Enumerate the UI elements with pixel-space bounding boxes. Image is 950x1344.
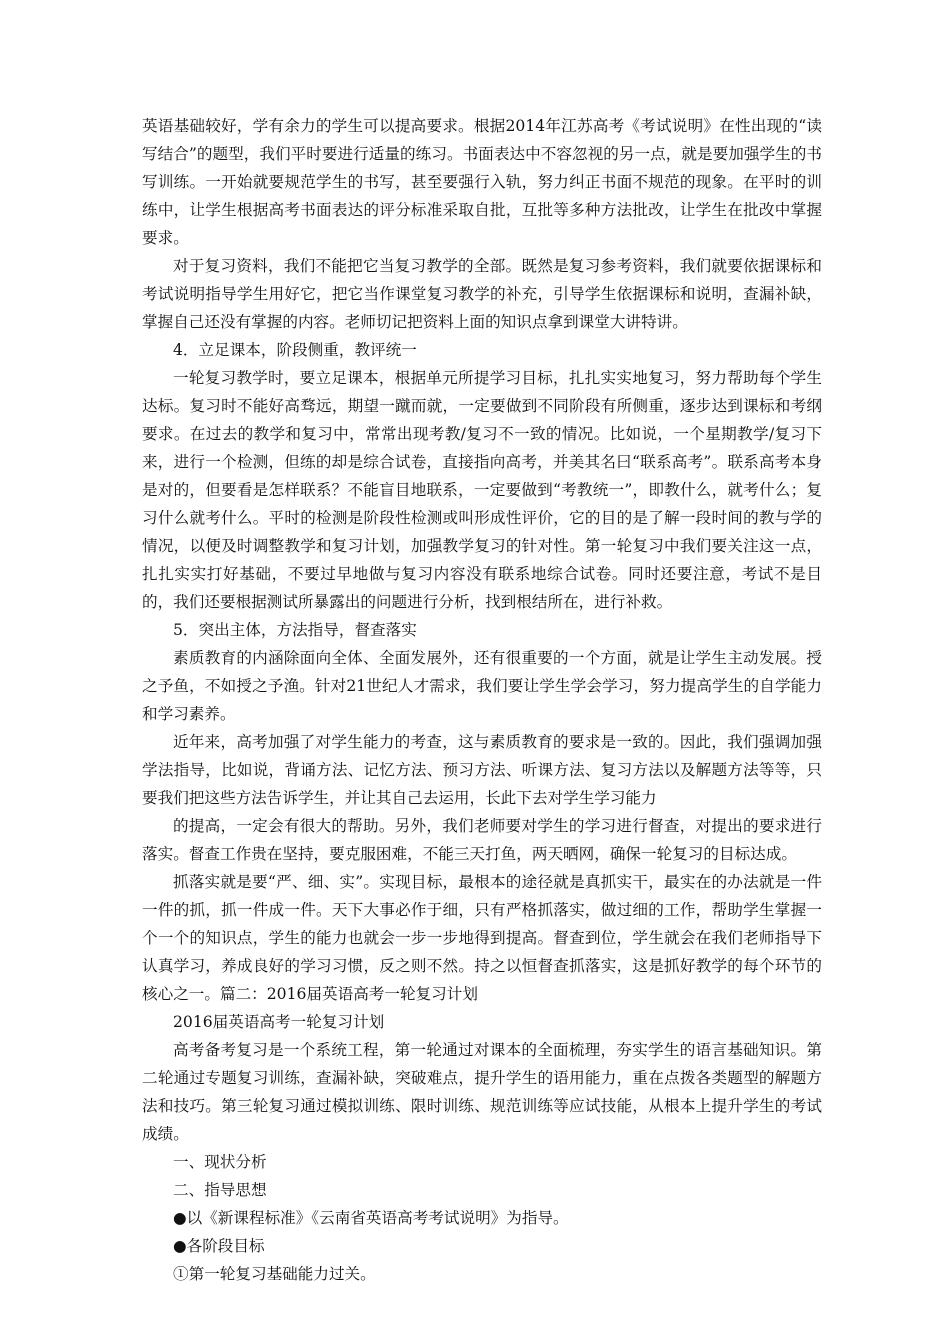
paragraph-study-methods: 近年来，高考加强了对学生能力的考查，这与素质教育的要求是一致的。因此，我们强调加强学法指导，比如说，背诵方法、记忆方法、预习方法、听课方法、复习方法以及解题方法等等，只要我们把这些方法告诉学生，并让其自己去运用，长此下去对学生学习能力 <box>142 733 822 807</box>
paragraph-supervision: 的提高，一定会有很大的帮助。另外，我们老师要对学生的学习进行督查，对提出的要求进行落实。督查工作贵在坚持，要克服困难，不能三天打鱼，两天晒网，确保一轮复习的目标达成。 <box>142 817 822 863</box>
document-page <box>142 112 822 1288</box>
paragraph-quality-education: 素质教育的内涵除面向全体、全面发展外，还有很重要的一个方面，就是让学生主动发展。授之予鱼，不如授之予渔。针对21世纪人才需求，我们要让学生学会学习，努力提高学生的自学能力和学习素养。 <box>142 649 822 723</box>
bullet-guidance: ●以《新课程标准》《云南省英语高考考试说明》为指导。 <box>173 1209 569 1227</box>
stage-goal-1: ①第一轮复习基础能力过关。 <box>173 1265 376 1283</box>
section-heading-4: 4．立足课本，阶段侧重，教评统一 <box>173 341 417 359</box>
heading-status-analysis: 一、现状分析 <box>173 1153 267 1171</box>
plan-title: 2016届英语高考一轮复习计划 <box>173 1013 385 1031</box>
heading-guiding-ideas: 二、指导思想 <box>173 1181 267 1199</box>
paragraph-textbook-review: 一轮复习教学时，要立足课本，根据单元所提学习目标，扎扎实实地复习，努力帮助每个学生达标。复习时不能好高骛远，期望一蹴而就，一定要做到不同阶段有所侧重，逐步达到课标和考纲要求。在过去的教学和复习中，常常出现考教/复习不一致的情况。比如说，一个星期教学/复习下来，进行一个检测，但练的却是综合试卷，直接指向高考，并美其名曰“联系高考”。联系高考本身是对的，但要看是怎样联系？不能盲目地联系，一定要做到“考教统一”，即教什么，就考什么；复习什么就考什么。平时的检测是阶段性检测或叫形成性评价，它的目的是了解一段时间的教与学的情况，以便及时调整教学和复习计划，加强教学复习的针对性。第一轮复习中我们要关注这一点，扎扎实实打好基础，不要过早地做与复习内容没有联系地综合试卷。同时还要注意，考试不是目的，我们还要根据测试所暴露出的问题进行分析，找到根结所在，进行补救。 <box>142 369 822 611</box>
bullet-stage-goals: ●各阶段目标 <box>173 1237 265 1255</box>
paragraph-review-stages: 高考备考复习是一个系统工程，第一轮通过对课本的全面梳理，夯实学生的语言基础知识。第二轮通过专题复习训练，查漏补缺，突破难点，提升学生的语用能力，重在点拨各类题型的解题方法和技巧。第三轮复习通过模拟训练、限时训练、规范训练等应试技能，从根本上提升学生的考试成绩。 <box>142 1041 822 1143</box>
paragraph-implementation: 抓落实就是要“严、细、实”。实现目标，最根本的途径就是真抓实干，最实在的办法就是一件一件的抓，抓一件成一件。天下大事必作于细，只有严格抓落实，做过细的工作，帮助学生掌握一个一个的知识点，学生的能力也就会一步一步地得到提高。督查到位，学生就会在我们老师指导下认真学习，养成良好的学习习惯，反之则不然。持之以恒督查抓落实，这是抓好教学的每个环节的核心之一。篇二：2016届英语高考一轮复习计划 <box>142 873 822 1003</box>
section-heading-5: 5．突出主体，方法指导，督查落实 <box>173 621 417 639</box>
paragraph-writing-practice: 英语基础较好，学有余力的学生可以提高要求。根据2014年江苏高考《考试说明》在性出现的“读写结合”的题型，我们平时要进行适量的练习。书面表达中不容忽视的另一点，就是要加强学生的书写训练。一开始就要规范学生的书写，甚至要强行入轨，努力纠正书面不规范的现象。在平时的训练中，让学生根据高考书面表达的评分标准采取自批，互批等多种方法批改，让学生在批改中掌握要求。 <box>142 117 822 247</box>
paragraph-review-materials: 对于复习资料，我们不能把它当复习教学的全部。既然是复习参考资料，我们就要依据课标和考试说明指导学生用好它，把它当作课堂复习教学的补充，引导学生依据课标和说明，查漏补缺，掌握自己还没有掌握的内容。老师切记把资料上面的知识点拿到课堂大讲特讲。 <box>142 257 822 331</box>
